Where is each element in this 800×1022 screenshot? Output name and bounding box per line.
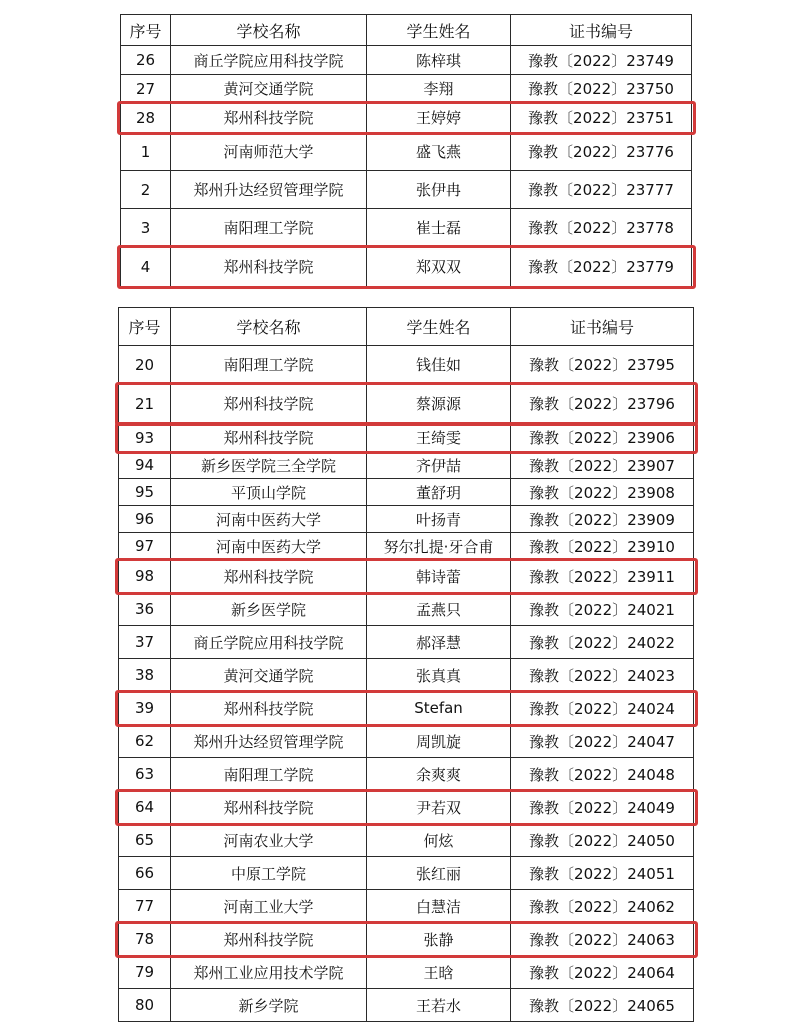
cell-name: 王若水 <box>367 989 511 1022</box>
cell-cert: 豫教〔2022〕24048 <box>511 758 694 791</box>
table-row-highlighted <box>121 103 692 133</box>
cell-school: 黄河交通学院 <box>171 75 367 103</box>
table-row <box>119 659 694 692</box>
cell-name: 何炫 <box>367 824 511 857</box>
cell-cert: 豫教〔2022〕23750 <box>511 75 692 103</box>
table-row <box>119 824 694 857</box>
table-body <box>119 346 694 1022</box>
cell-no: 97 <box>119 533 171 560</box>
cell-name: 陈梓琪 <box>367 46 511 75</box>
cell-name: 努尔扎提·牙合甫 <box>367 533 511 560</box>
cell-name: Stefan <box>367 692 511 725</box>
cell-name: 张静 <box>367 923 511 956</box>
cell-no: 65 <box>119 824 171 857</box>
table-header-row <box>121 15 692 46</box>
cell-name: 董舒玥 <box>367 479 511 506</box>
cell-no: 20 <box>119 346 171 384</box>
cell-cert: 豫教〔2022〕23751 <box>511 103 692 133</box>
certificate-table-2 <box>118 307 694 1022</box>
cell-school: 郑州科技学院 <box>171 103 367 133</box>
table-row-highlighted <box>119 560 694 593</box>
cell-no: 77 <box>119 890 171 923</box>
cell-school: 新乡学院 <box>171 989 367 1022</box>
table-row <box>121 171 692 209</box>
cell-school: 河南中医药大学 <box>171 506 367 533</box>
table-row-highlighted <box>119 692 694 725</box>
cell-name: 孟燕只 <box>367 593 511 626</box>
cell-school: 南阳理工学院 <box>171 758 367 791</box>
cell-school: 南阳理工学院 <box>171 346 367 384</box>
cell-school: 郑州升达经贸管理学院 <box>171 725 367 758</box>
cell-no: 28 <box>121 103 171 133</box>
cell-no: 78 <box>119 923 171 956</box>
table-row <box>119 479 694 506</box>
cell-school: 南阳理工学院 <box>171 209 367 247</box>
table-row <box>119 890 694 923</box>
table-row <box>119 533 694 560</box>
cell-cert: 豫教〔2022〕23778 <box>511 209 692 247</box>
table-row-highlighted <box>119 384 694 424</box>
header-cert: 证书编号 <box>511 15 692 46</box>
cell-school: 新乡医学院 <box>171 593 367 626</box>
cell-no: 38 <box>119 659 171 692</box>
table-row <box>119 626 694 659</box>
cell-cert: 豫教〔2022〕24024 <box>511 692 694 725</box>
table-row-highlighted <box>119 424 694 452</box>
cell-name: 盛飞燕 <box>367 133 511 171</box>
cell-no: 63 <box>119 758 171 791</box>
table-row <box>121 209 692 247</box>
cell-name: 张伊冉 <box>367 171 511 209</box>
cell-school: 郑州科技学院 <box>171 692 367 725</box>
cell-name: 李翔 <box>367 75 511 103</box>
cell-no: 64 <box>119 791 171 824</box>
table-row <box>119 346 694 384</box>
cell-cert: 豫教〔2022〕23911 <box>511 560 694 593</box>
cell-no: 26 <box>121 46 171 75</box>
cell-name: 张红丽 <box>367 857 511 890</box>
cell-cert: 豫教〔2022〕24023 <box>511 659 694 692</box>
cell-cert: 豫教〔2022〕24064 <box>511 956 694 989</box>
cell-no: 4 <box>121 247 171 287</box>
cell-no: 62 <box>119 725 171 758</box>
cell-school: 商丘学院应用科技学院 <box>171 626 367 659</box>
cell-cert: 豫教〔2022〕23796 <box>511 384 694 424</box>
cell-no: 36 <box>119 593 171 626</box>
table-row <box>119 758 694 791</box>
cell-cert: 豫教〔2022〕24049 <box>511 791 694 824</box>
cell-no: 80 <box>119 989 171 1022</box>
cell-name: 王婷婷 <box>367 103 511 133</box>
header-name: 学生姓名 <box>367 15 511 46</box>
cell-school: 郑州科技学院 <box>171 247 367 287</box>
cell-school: 郑州科技学院 <box>171 560 367 593</box>
cell-cert: 豫教〔2022〕24062 <box>511 890 694 923</box>
cell-cert: 豫教〔2022〕24050 <box>511 824 694 857</box>
cell-name: 余爽爽 <box>367 758 511 791</box>
table-row-highlighted <box>119 923 694 956</box>
cell-school: 郑州升达经贸管理学院 <box>171 171 367 209</box>
cell-no: 95 <box>119 479 171 506</box>
cell-cert: 豫教〔2022〕23776 <box>511 133 692 171</box>
cell-school: 河南工业大学 <box>171 890 367 923</box>
cell-cert: 豫教〔2022〕23908 <box>511 479 694 506</box>
cell-name: 齐伊喆 <box>367 452 511 479</box>
cell-cert: 豫教〔2022〕24063 <box>511 923 694 956</box>
cell-school: 河南中医药大学 <box>171 533 367 560</box>
table-row <box>119 452 694 479</box>
table-header-row <box>119 308 694 346</box>
header-school: 学校名称 <box>171 15 367 46</box>
cell-name: 蔡源源 <box>367 384 511 424</box>
cell-school: 郑州科技学院 <box>171 923 367 956</box>
table-body <box>121 46 692 287</box>
cell-cert: 豫教〔2022〕24065 <box>511 989 694 1022</box>
cell-name: 崔士磊 <box>367 209 511 247</box>
cell-name: 郝泽慧 <box>367 626 511 659</box>
cell-cert: 豫教〔2022〕23906 <box>511 424 694 452</box>
cell-no: 27 <box>121 75 171 103</box>
cell-name: 钱佳如 <box>367 346 511 384</box>
certificate-table-1 <box>120 14 692 287</box>
cell-cert: 豫教〔2022〕24021 <box>511 593 694 626</box>
cell-no: 66 <box>119 857 171 890</box>
cell-school: 河南农业大学 <box>171 824 367 857</box>
cell-school: 郑州科技学院 <box>171 424 367 452</box>
header-cert: 证书编号 <box>511 308 694 346</box>
table-row <box>121 46 692 75</box>
cell-cert: 豫教〔2022〕23795 <box>511 346 694 384</box>
cell-name: 王晗 <box>367 956 511 989</box>
cell-no: 2 <box>121 171 171 209</box>
cell-name: 王绮雯 <box>367 424 511 452</box>
cell-school: 河南师范大学 <box>171 133 367 171</box>
table-row <box>119 989 694 1022</box>
cell-name: 张真真 <box>367 659 511 692</box>
cell-no: 3 <box>121 209 171 247</box>
cell-name: 尹若双 <box>367 791 511 824</box>
cell-cert: 豫教〔2022〕23910 <box>511 533 694 560</box>
cell-cert: 豫教〔2022〕24022 <box>511 626 694 659</box>
table-row-highlighted <box>119 791 694 824</box>
cell-school: 郑州工业应用技术学院 <box>171 956 367 989</box>
cell-school: 中原工学院 <box>171 857 367 890</box>
cell-cert: 豫教〔2022〕23777 <box>511 171 692 209</box>
table-row-highlighted <box>121 247 692 287</box>
cell-name: 叶扬青 <box>367 506 511 533</box>
cell-school: 平顶山学院 <box>171 479 367 506</box>
cell-name: 郑双双 <box>367 247 511 287</box>
cell-no: 96 <box>119 506 171 533</box>
cell-no: 21 <box>119 384 171 424</box>
cell-no: 1 <box>121 133 171 171</box>
cell-cert: 豫教〔2022〕23779 <box>511 247 692 287</box>
cell-school: 郑州科技学院 <box>171 791 367 824</box>
cell-name: 白慧洁 <box>367 890 511 923</box>
header-no: 序号 <box>119 308 171 346</box>
table-row <box>119 956 694 989</box>
cell-school: 商丘学院应用科技学院 <box>171 46 367 75</box>
table-row <box>119 593 694 626</box>
cell-school: 黄河交通学院 <box>171 659 367 692</box>
table-row <box>119 857 694 890</box>
cell-cert: 豫教〔2022〕23909 <box>511 506 694 533</box>
cell-no: 37 <box>119 626 171 659</box>
cell-cert: 豫教〔2022〕24051 <box>511 857 694 890</box>
header-name: 学生姓名 <box>367 308 511 346</box>
header-no: 序号 <box>121 15 171 46</box>
table-row <box>121 133 692 171</box>
cell-no: 39 <box>119 692 171 725</box>
cell-cert: 豫教〔2022〕24047 <box>511 725 694 758</box>
cell-school: 郑州科技学院 <box>171 384 367 424</box>
table-row <box>119 506 694 533</box>
cell-name: 周凯旋 <box>367 725 511 758</box>
cell-cert: 豫教〔2022〕23749 <box>511 46 692 75</box>
header-school: 学校名称 <box>171 308 367 346</box>
table-row <box>121 75 692 103</box>
table-row <box>119 725 694 758</box>
cell-no: 98 <box>119 560 171 593</box>
cell-no: 93 <box>119 424 171 452</box>
cell-no: 79 <box>119 956 171 989</box>
cell-cert: 豫教〔2022〕23907 <box>511 452 694 479</box>
cell-name: 韩诗蕾 <box>367 560 511 593</box>
cell-school: 新乡医学院三全学院 <box>171 452 367 479</box>
cell-no: 94 <box>119 452 171 479</box>
